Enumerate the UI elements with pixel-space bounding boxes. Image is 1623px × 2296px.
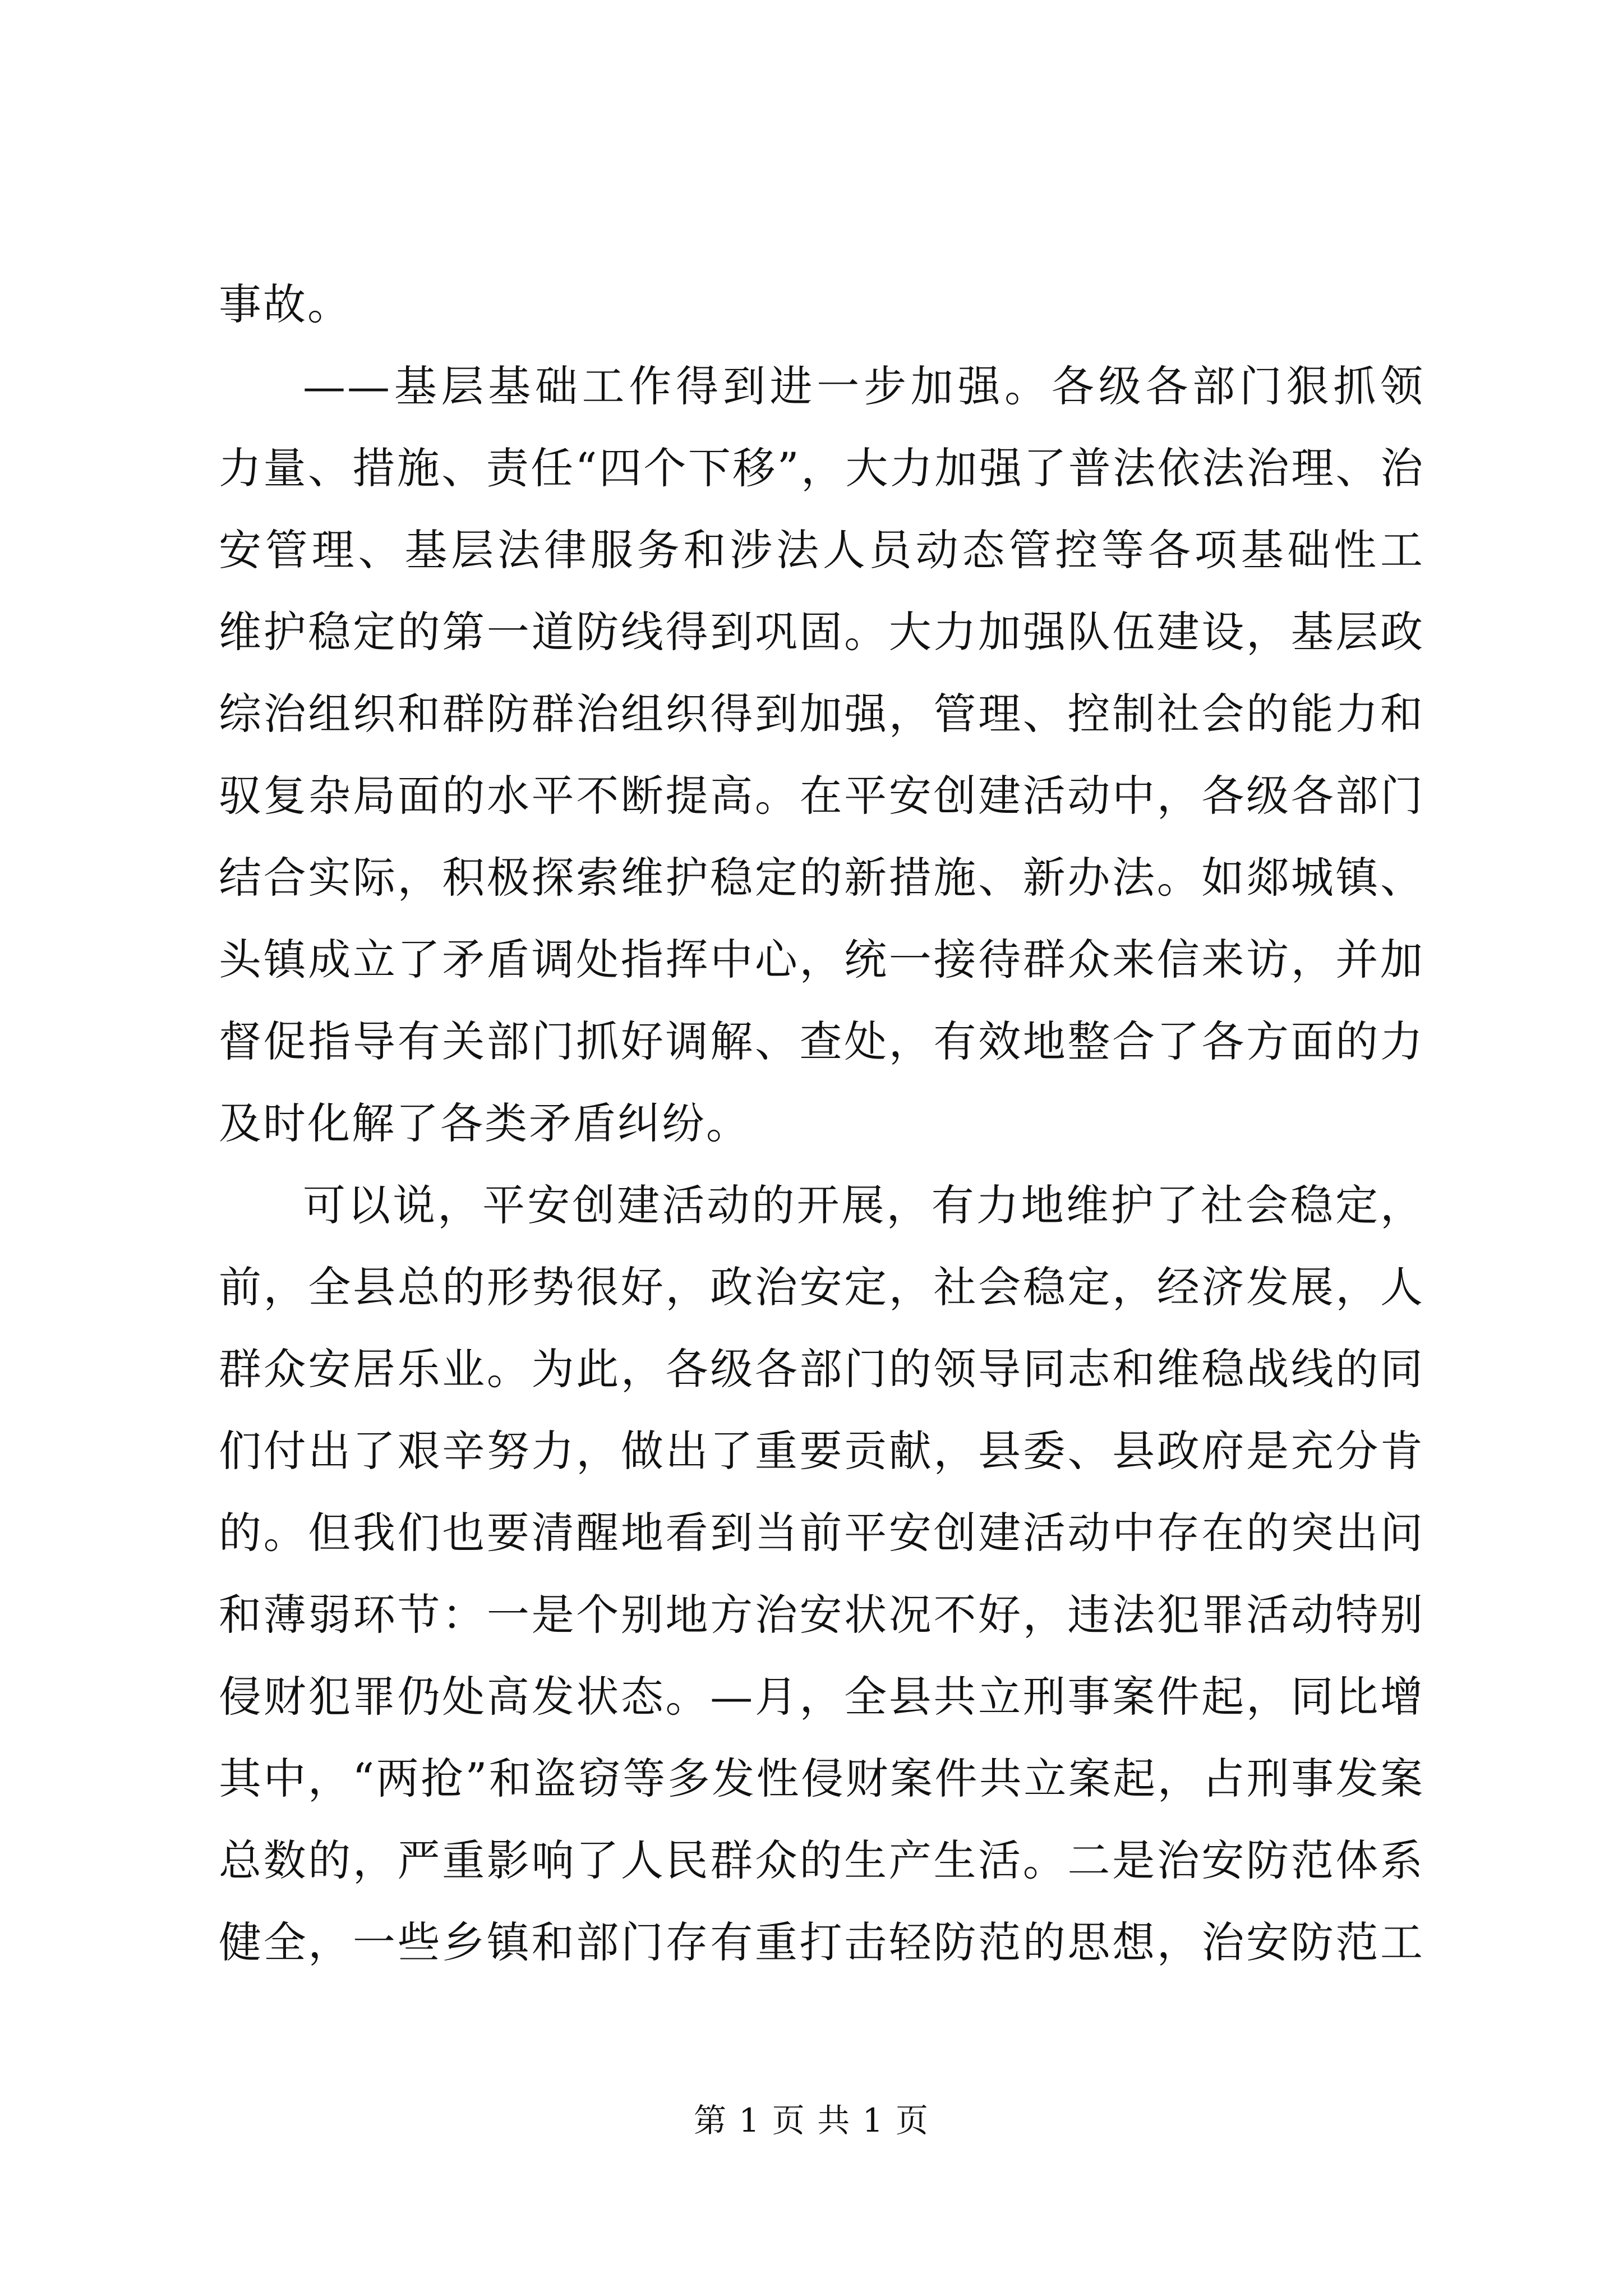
text-line: 事故。	[219, 279, 352, 329]
text-line: 的。但我们也要清醒地看到当前平安创建活动中存在的突出问	[219, 1508, 1424, 1558]
paragraph-start-line: 可以说，平安创建活动的开展，有力地维护了社会稳定，	[303, 1180, 1424, 1230]
text-line: 维护稳定的第一道防线得到巩固。大力加强队伍建设，基层政	[219, 607, 1424, 657]
text-line: 健全，一些乡镇和部门存有重打击轻防范的思想，治安防范工	[219, 1917, 1424, 1967]
text-line: 群众安居乐业。为此，各级各部门的领导同志和维稳战线的同	[219, 1344, 1424, 1394]
paragraph-start-line: ——基层基础工作得到进一步加强。各级各部门狠抓领	[303, 361, 1424, 411]
text-line: 和薄弱环节：一是个别地方治安状况不好，违法犯罪活动特别	[219, 1590, 1424, 1640]
body-text	[219, 264, 1424, 1984]
text-line: 驭复杂局面的水平不断提高。在平安创建活动中，各级各部门	[219, 771, 1424, 821]
text-line: 力量、措施、责任“四个下移”，大力加强了普法依法治理、治	[219, 443, 1424, 493]
text-line: 督促指导有关部门抓好调解、查处，有效地整合了各方面的力	[219, 1016, 1424, 1066]
text-line: 头镇成立了矛盾调处指挥中心，统一接待群众来信来访，并加	[219, 935, 1424, 984]
text-line: 安管理、基层法律服务和涉法人员动态管控等各项基础性工	[219, 525, 1424, 575]
page-number-label: 第 1 页 共 1 页	[694, 2101, 929, 2139]
text-line: 们付出了艰辛努力，做出了重要贡献，县委、县政府是充分肯	[219, 1426, 1424, 1476]
text-line: 前，全县总的形势很好，政治安定，社会稳定，经济发展，人	[219, 1262, 1424, 1312]
text-line: 侵财犯罪仍处高发状态。—月，全县共立刑事案件起，同比增	[219, 1672, 1424, 1722]
page-footer	[0, 2098, 1623, 2143]
text-line: 其中，“两抢”和盗窃等多发性侵财案件共立案起，占刑事发案	[219, 1754, 1424, 1803]
text-line: 结合实际，积极探索维护稳定的新措施、新办法。如郯城镇、	[219, 853, 1424, 903]
text-line: 及时化解了各类矛盾纠纷。	[219, 1098, 750, 1148]
text-line: 总数的，严重影响了人民群众的生产生活。二是治安防范体系	[219, 1835, 1424, 1885]
text-line: 综治组织和群防群治组织得到加强，管理、控制社会的能力和	[219, 689, 1424, 739]
